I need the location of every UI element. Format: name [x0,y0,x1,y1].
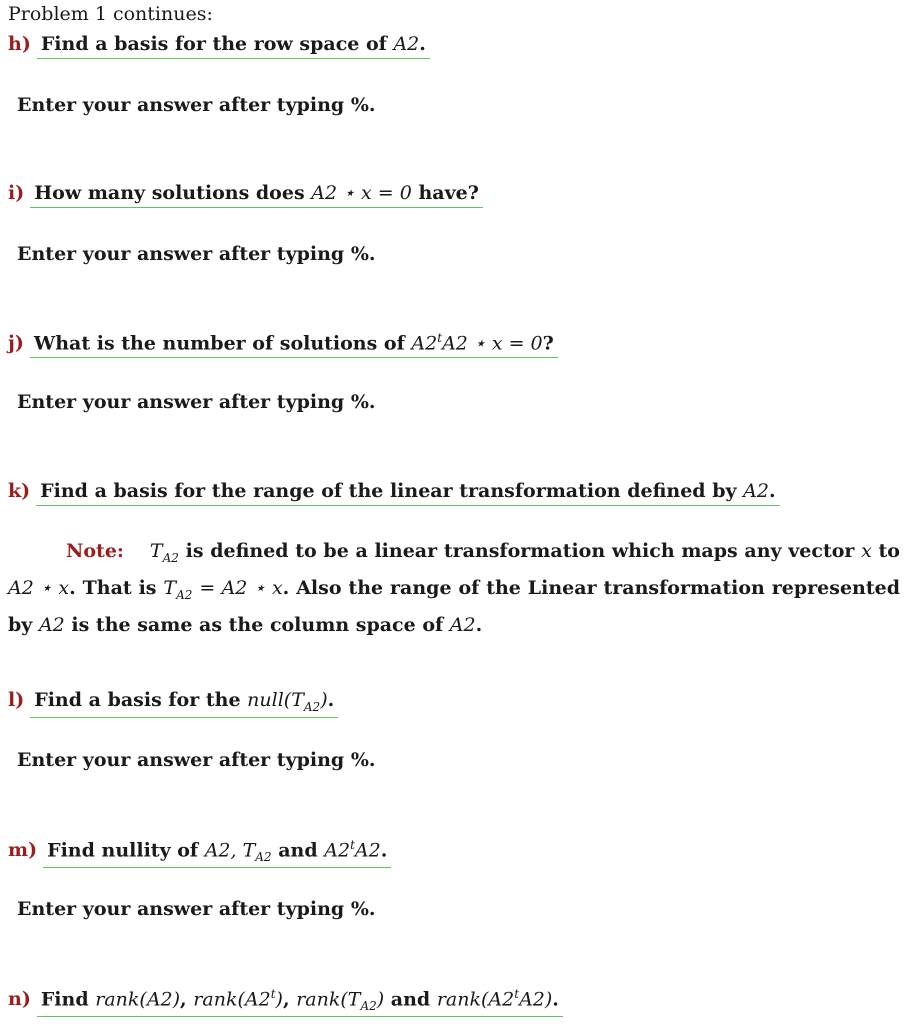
answer-prompt-m: Enter your answer after typing %. [17,898,376,920]
question-n-label: n) [8,988,31,1011]
question-i [8,182,479,204]
answer-prompt-l: Enter your answer after typing %. [17,749,376,771]
question-j-text: What is the number of solutions of A2$^t$A2 ⋆ x = 0? [33,331,554,355]
question-i-text: How many solutions does A2 ⋆ x = 0 have? [34,182,479,204]
question-k-label: k) [8,480,31,502]
question-k [8,480,776,502]
question-k-text: Find a basis for the range of the linear transformation defined by A2. [40,480,776,502]
problem-header: Problem 1 continues: [8,3,213,25]
answer-prompt-i: Enter your answer after typing %. [17,243,376,265]
answer-prompt-j: Enter your answer after typing %. [17,391,376,413]
question-m [8,838,387,864]
question-n [8,987,559,1013]
question-l [8,689,334,714]
question-h-label: h) [8,33,31,55]
question-m-text: Find nullity of A2, $T_{A2}$ and A2$^t$A2. [47,838,388,865]
note-paragraph: Note: $T_{A2}$ is defined to be a linear transformation which maps any vector x to A2 ⋆ x. That is $T_{A2} = A2$ ⋆ x. Also the range of the Linear transformation represented by A2 is the same as the column space of A2. [8,540,900,636]
note-label: Note: [66,540,124,562]
question-l-label: l) [8,689,25,711]
question-h [8,33,426,55]
question-h-text: Find a basis for the row space of A2. [40,33,426,55]
question-j [8,331,554,354]
question-n-text: Find rank(A2), rank(A2$^t$), $rank(T_{A2})$ and rank(A2$^t$A2). [40,987,559,1014]
question-m-label: m) [8,839,38,862]
question-i-label: i) [8,182,25,204]
question-j-label: j) [8,332,24,355]
answer-prompt-h: Enter your answer after typing %. [17,94,376,116]
question-l-text: Find a basis for the $null(T_{A2})$. [34,689,335,714]
